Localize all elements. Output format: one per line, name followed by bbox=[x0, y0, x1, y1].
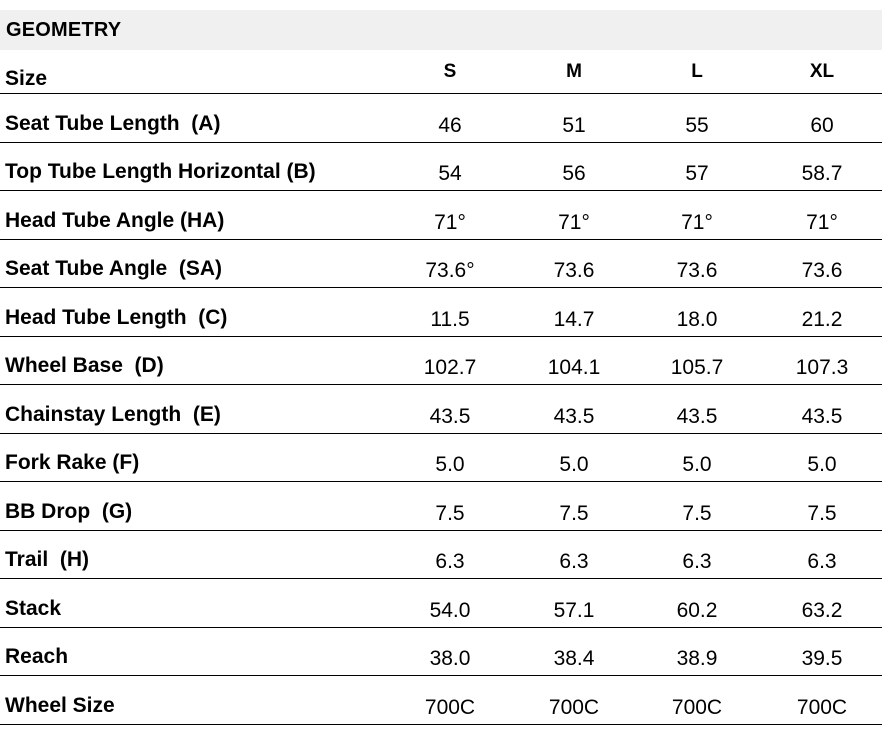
cell-value: 6.3 bbox=[559, 550, 589, 573]
cell-value: 46 bbox=[438, 113, 462, 137]
row-label: Seat Tube Length (A) bbox=[5, 111, 221, 135]
cell-value: 43.5 bbox=[429, 404, 471, 428]
cell-value: 14.7 bbox=[553, 307, 595, 331]
cell-value: 54.0 bbox=[429, 598, 471, 622]
cell-value: 6.3 bbox=[435, 550, 465, 573]
cell-value: 60 bbox=[810, 113, 834, 137]
cell-value: 71° bbox=[558, 210, 590, 234]
row-label: Head Tube Length (C) bbox=[5, 305, 228, 329]
table-row bbox=[0, 531, 882, 580]
cell-value: 107.3 bbox=[795, 356, 849, 379]
size-column-m: M bbox=[566, 61, 582, 82]
cell-value: 5.0 bbox=[435, 453, 465, 476]
cell-value: 55 bbox=[685, 113, 709, 137]
cell-value: 700C bbox=[796, 695, 848, 719]
cell-value: 700C bbox=[548, 695, 600, 719]
geometry-table bbox=[0, 58, 882, 725]
table-row bbox=[0, 482, 882, 531]
table-row bbox=[0, 676, 882, 725]
cell-value: 700C bbox=[424, 695, 476, 719]
cell-value: 5.0 bbox=[807, 453, 837, 476]
cell-value: 73.6° bbox=[425, 259, 475, 282]
cell-value: 105.7 bbox=[670, 356, 724, 379]
table-row bbox=[0, 191, 882, 240]
size-header-label: Size bbox=[5, 67, 48, 90]
table-header-row bbox=[0, 58, 882, 94]
size-column-s: S bbox=[443, 61, 457, 82]
cell-value: 43.5 bbox=[676, 404, 718, 428]
table-row bbox=[0, 94, 882, 143]
row-label: BB Drop (G) bbox=[5, 499, 133, 523]
cell-value: 71° bbox=[434, 210, 466, 234]
row-label: Seat Tube Angle (SA) bbox=[5, 257, 223, 280]
row-label: Head Tube Angle (HA) bbox=[5, 208, 225, 232]
cell-value: 38.9 bbox=[676, 647, 718, 670]
cell-value: 73.6 bbox=[553, 259, 595, 282]
cell-value: 5.0 bbox=[682, 453, 712, 476]
size-column-xl: XL bbox=[809, 61, 835, 82]
row-label: Wheel Size bbox=[5, 693, 115, 717]
table-row bbox=[0, 143, 882, 192]
table-row bbox=[0, 628, 882, 677]
table-row bbox=[0, 240, 882, 289]
cell-value: 60.2 bbox=[676, 598, 718, 622]
page-title: GEOMETRY bbox=[6, 19, 122, 41]
cell-value: 6.3 bbox=[682, 550, 712, 573]
row-label: Top Tube Length Horizontal (B) bbox=[5, 160, 316, 183]
table-row bbox=[0, 434, 882, 483]
cell-value: 7.5 bbox=[559, 501, 589, 525]
cell-value: 43.5 bbox=[553, 404, 595, 428]
row-label: Reach bbox=[5, 645, 69, 668]
size-column-l: L bbox=[691, 61, 703, 82]
cell-value: 73.6 bbox=[801, 259, 843, 282]
cell-value: 5.0 bbox=[559, 453, 589, 476]
cell-value: 63.2 bbox=[801, 598, 843, 622]
cell-value: 73.6 bbox=[676, 259, 718, 282]
cell-value: 38.4 bbox=[553, 647, 595, 670]
cell-value: 43.5 bbox=[801, 404, 843, 428]
cell-value: 71° bbox=[681, 210, 713, 234]
cell-value: 7.5 bbox=[682, 501, 712, 525]
row-label: Fork Rake (F) bbox=[5, 451, 140, 474]
cell-value: 18.0 bbox=[676, 307, 718, 331]
cell-value: 54 bbox=[438, 162, 462, 185]
row-label: Trail (H) bbox=[5, 548, 90, 571]
table-row bbox=[0, 288, 882, 337]
cell-value: 38.0 bbox=[429, 647, 471, 670]
cell-value: 7.5 bbox=[435, 501, 465, 525]
cell-value: 21.2 bbox=[801, 307, 843, 331]
cell-value: 57 bbox=[685, 162, 709, 185]
cell-value: 57.1 bbox=[553, 598, 595, 622]
cell-value: 102.7 bbox=[423, 356, 477, 379]
cell-value: 104.1 bbox=[547, 356, 601, 379]
cell-value: 7.5 bbox=[807, 501, 837, 525]
cell-value: 39.5 bbox=[801, 647, 843, 670]
row-label: Chainstay Length (E) bbox=[5, 402, 221, 426]
table-row bbox=[0, 385, 882, 434]
cell-value: 700C bbox=[671, 695, 723, 719]
cell-value: 11.5 bbox=[430, 307, 470, 331]
table-row bbox=[0, 579, 882, 628]
table-row bbox=[0, 337, 882, 386]
row-label: Wheel Base (D) bbox=[5, 354, 164, 377]
cell-value: 58.7 bbox=[801, 162, 843, 185]
cell-value: 71° bbox=[806, 210, 838, 234]
row-label: Stack bbox=[5, 596, 62, 620]
cell-value: 56 bbox=[562, 162, 586, 185]
geometry-title-bar bbox=[0, 10, 882, 50]
cell-value: 6.3 bbox=[807, 550, 837, 573]
cell-value: 51 bbox=[562, 113, 586, 137]
